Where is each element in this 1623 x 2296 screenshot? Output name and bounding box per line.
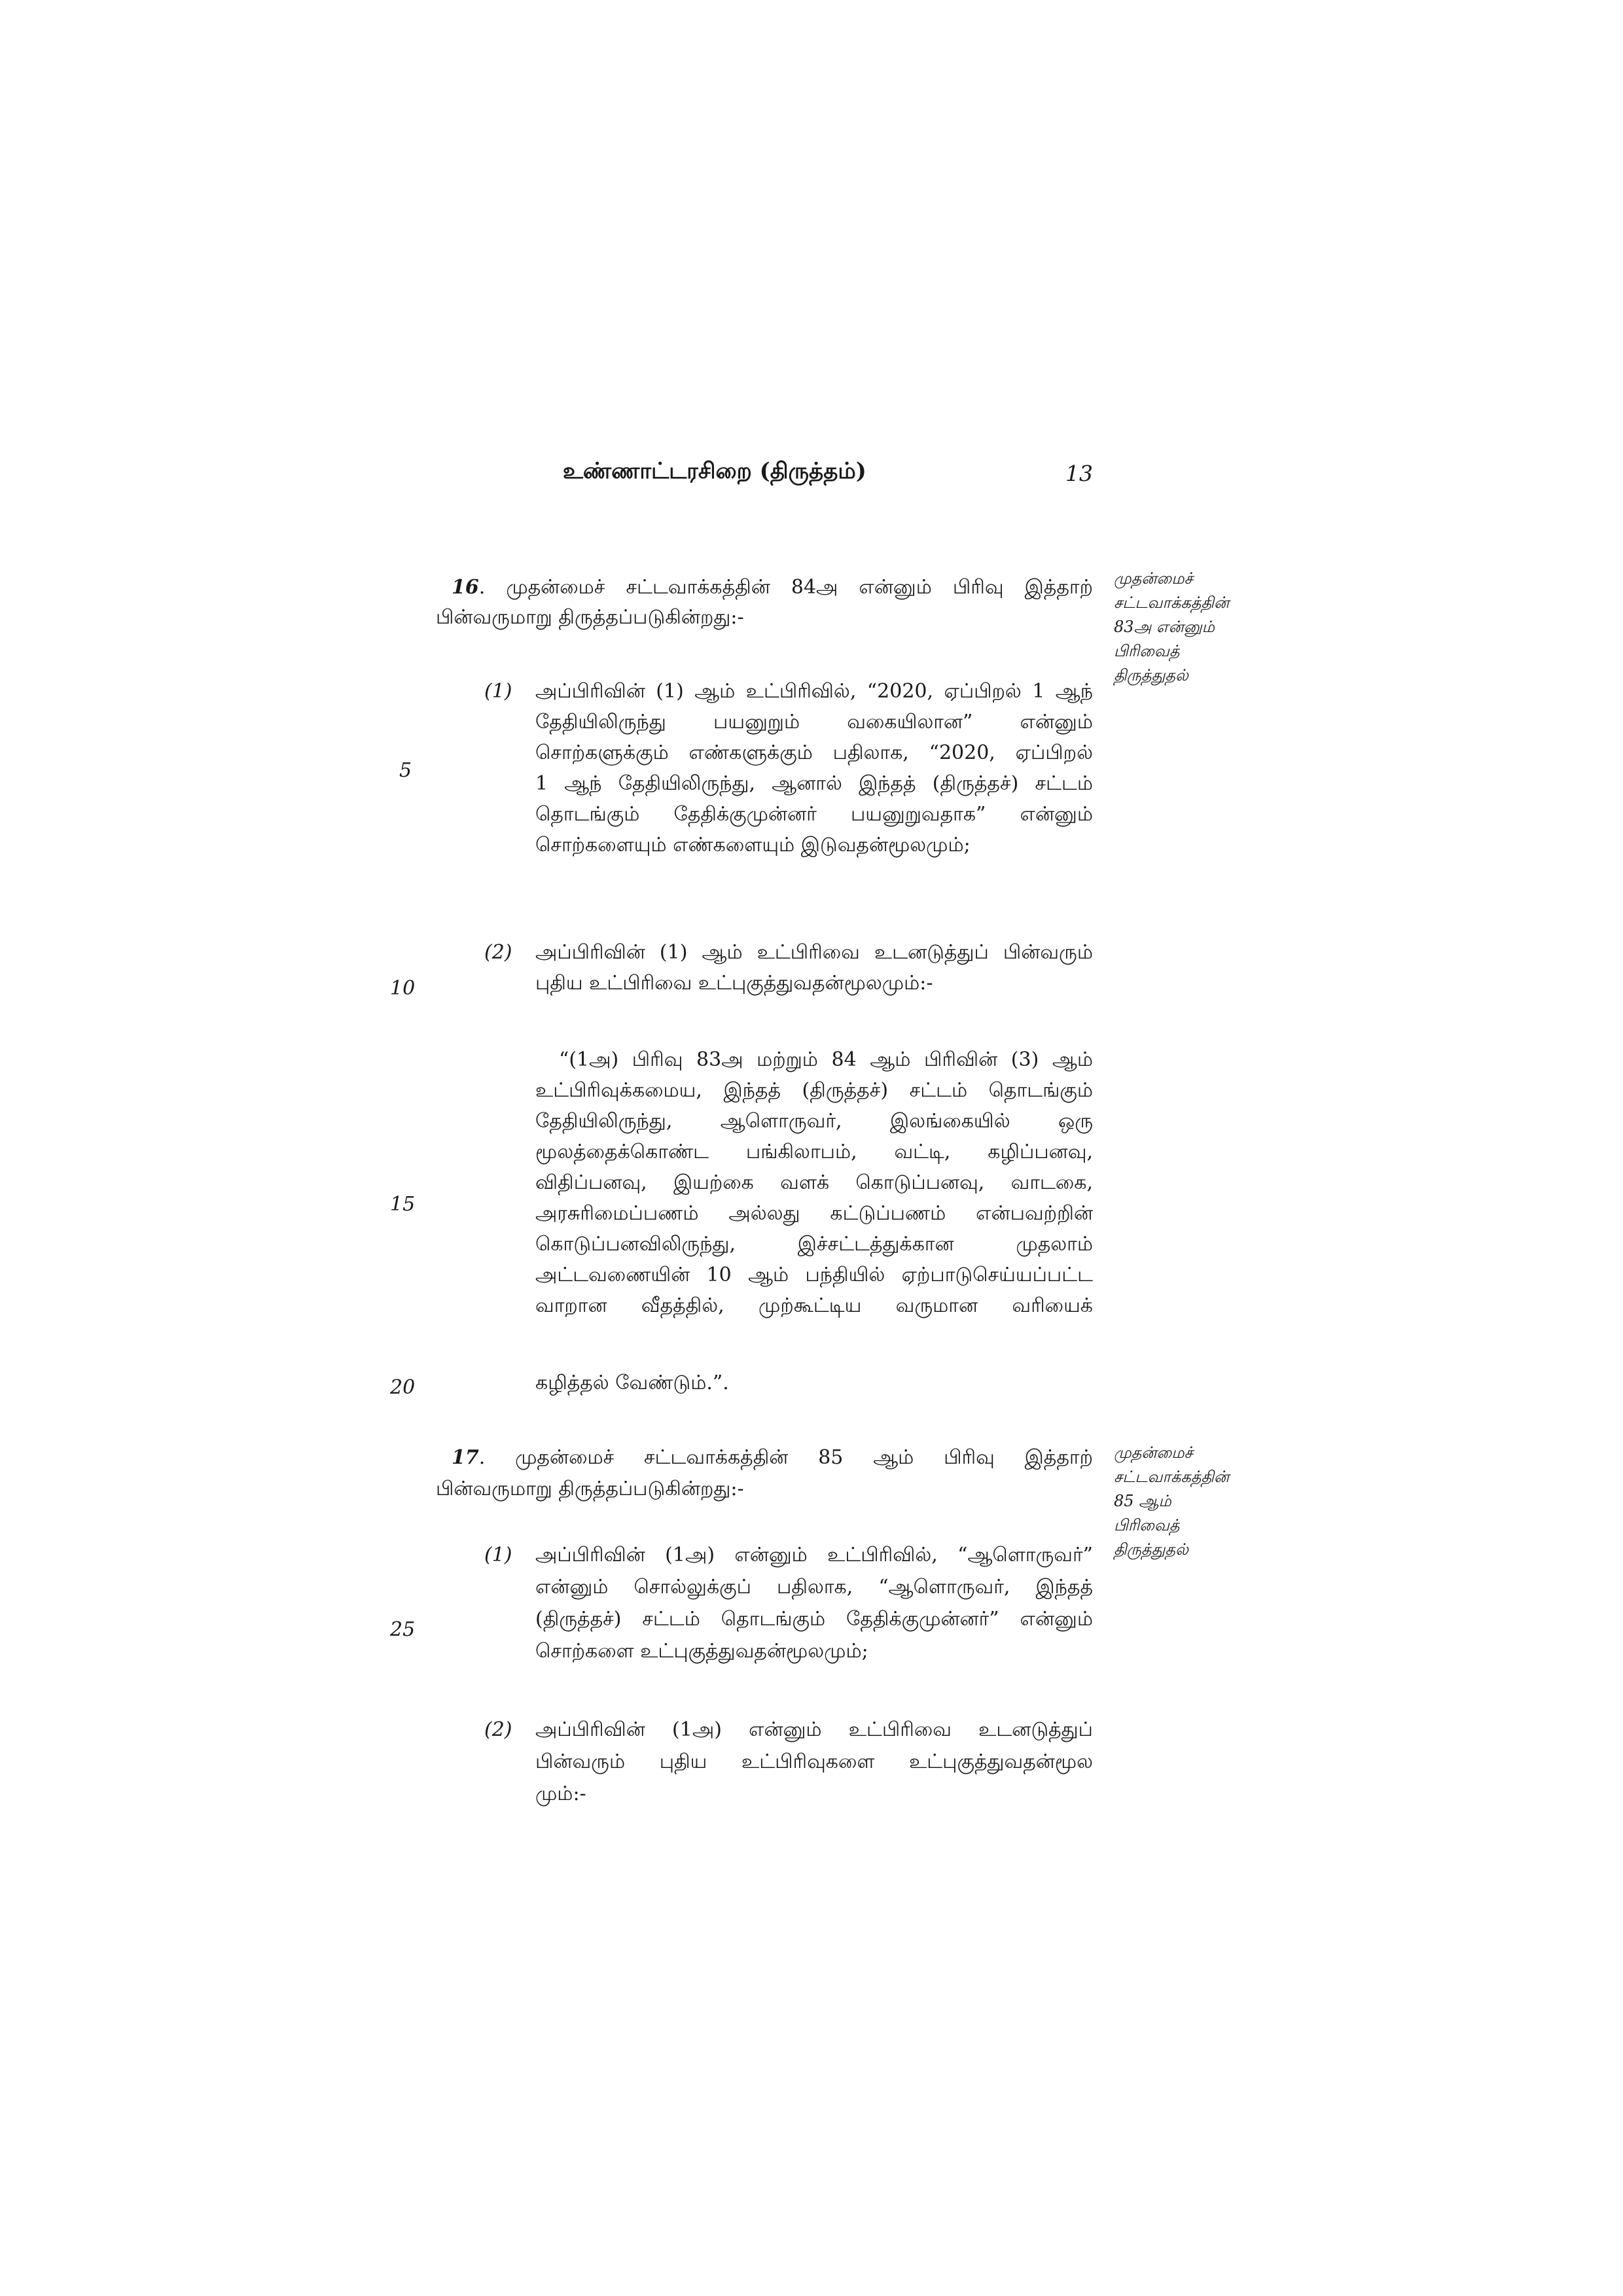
section-heading <box>452 573 1093 602</box>
section-text: பின்வருமாறு திருத்தப்படுகின்றது:- <box>436 606 744 629</box>
clause-text: 1 ஆந் தேதியிலிருந்து, ஆனால் இந்தத் (திருத்தச்) சட்டம் <box>535 772 1093 795</box>
quote-line: கொடுப்பனவிலிருந்து, இச்சட்டத்துக்கான முதலாம் <box>535 1233 1093 1256</box>
clause-text: சொற்களையும் எண்களையும் இடுவதன்மூலமும்; <box>535 834 971 857</box>
clause-text: (திருத்தச்) சட்டம் தொடங்கும் தேதிக்குமுன்னர்” என்னும் <box>535 1608 1093 1631</box>
clause-text: அப்பிரிவின் (1) ஆம் உட்பிரிவை உடனடுத்துப் பின்வரும் <box>535 941 1093 964</box>
quote-line: கழித்தல் வேண்டும்.”. <box>535 1371 729 1394</box>
margin-note-line: திருத்துதல் <box>1114 666 1188 684</box>
clause-text: அப்பிரிவின் (1) ஆம் உட்பிரிவில், “2020, ஏப்பிறல் 1 ஆந் <box>535 680 1093 703</box>
clause-text: தேதியிலிருந்து பயனுறும் வகையிலான” என்னும் <box>535 711 1093 733</box>
clause-text: பின்வரும் புதிய உட்பிரிவுகளை உட்புகுத்துவதன்மூல <box>535 1750 1093 1773</box>
quote-line: வாறான வீதத்தில், முற்கூட்டிய வருமான வரியைக் <box>535 1294 1093 1317</box>
page-title: உண்ணாட்டரசிறை (திருத்தம்) <box>563 458 866 484</box>
clause-text: என்னும் சொல்லுக்குப் பதிலாக, “ஆளொருவர், இந்தத் <box>535 1576 1093 1598</box>
line-number: 25 <box>390 1618 416 1641</box>
margin-note-line: முதன்மைச் <box>1114 1443 1193 1462</box>
clause-number: (1) <box>484 680 512 703</box>
margin-note-line: 85 ஆம் <box>1114 1492 1171 1510</box>
clause-number: (1) <box>484 1544 512 1566</box>
margin-note-line: பிரிவைத் <box>1114 1516 1180 1534</box>
section-text: . முதன்மைச் சட்டவாக்கத்தின் 85 ஆம் பிரிவு இத்தாற் <box>478 1446 1093 1469</box>
line-number: 5 <box>399 759 412 782</box>
section-number: 17 <box>452 1446 479 1469</box>
quote-line: “(1அ) பிரிவு 83அ மற்றும் 84 ஆம் பிரிவின் (3) ஆம் <box>559 1048 1093 1071</box>
margin-note-line: திருத்துதல் <box>1114 1540 1188 1559</box>
line-number: 15 <box>390 1193 416 1216</box>
clause-text: புதிய உட்பிரிவை உட்புகுத்துவதன்மூலமும்:- <box>535 972 933 995</box>
quote-line: விதிப்பனவு, இயற்கை வளக் கொடுப்பனவு, வாடகை, <box>535 1171 1093 1194</box>
section-number: 16 <box>452 576 479 599</box>
clause-text: அப்பிரிவின் (1அ) என்னும் உட்பிரிவில், “ஆளொருவர்” <box>535 1544 1093 1566</box>
margin-note-line: முதன்மைச் <box>1114 569 1193 588</box>
quote-line: தேதியிலிருந்து, ஆளொருவர், இலங்கையில் ஒரு <box>535 1110 1093 1133</box>
clause-text: மும்:- <box>535 1782 586 1805</box>
margin-note-line: சட்டவாக்கத்தின் <box>1114 1468 1230 1486</box>
margin-note-line: சட்டவாக்கத்தின் <box>1114 593 1230 612</box>
margin-note-line: 83அ என்னும் <box>1114 618 1215 636</box>
clause-number: (2) <box>484 941 512 964</box>
clause-text: சொற்களை உட்புகுத்துவதன்மூலமும்; <box>535 1640 868 1663</box>
margin-note-line: பிரிவைத் <box>1114 642 1180 660</box>
quote-line: உட்பிரிவுக்கமைய, இந்தத் (திருத்தச்) சட்டம் தொடங்கும் <box>535 1079 1093 1102</box>
quote-line: மூலத்தைக்கொண்ட பங்கிலாபம், வட்டி, கழிப்பனவு, <box>535 1140 1093 1163</box>
clause-text: தொடங்கும் தேதிக்குமுன்னர் பயனுறுவதாக” என்னும் <box>535 803 1093 826</box>
line-number: 10 <box>390 977 416 1000</box>
section-text: பின்வருமாறு திருத்தப்படுகின்றது:- <box>436 1477 744 1500</box>
clause-text: சொற்களுக்கும் எண்களுக்கும் பதிலாக, “2020, ஏப்பிறல் <box>535 741 1093 764</box>
section-text: . முதன்மைச் சட்டவாக்கத்தின் 84அ என்னும் பிரிவு இத்தாற் <box>478 576 1093 599</box>
section-heading <box>452 1443 1093 1472</box>
quote-line: அட்டவணையின் 10 ஆம் பந்தியில் ஏற்பாடுசெய்யப்பட்ட <box>535 1263 1093 1286</box>
clause-text: அப்பிரிவின் (1அ) என்னும் உட்பிரிவை உடனடுத்துப் <box>535 1718 1093 1741</box>
page-number: 13 <box>1065 461 1093 486</box>
line-number: 20 <box>390 1376 416 1399</box>
clause-number: (2) <box>484 1718 512 1741</box>
quote-line: அரசுரிமைப்பணம் அல்லது கட்டுப்பணம் என்பவற்றின் <box>535 1202 1093 1225</box>
